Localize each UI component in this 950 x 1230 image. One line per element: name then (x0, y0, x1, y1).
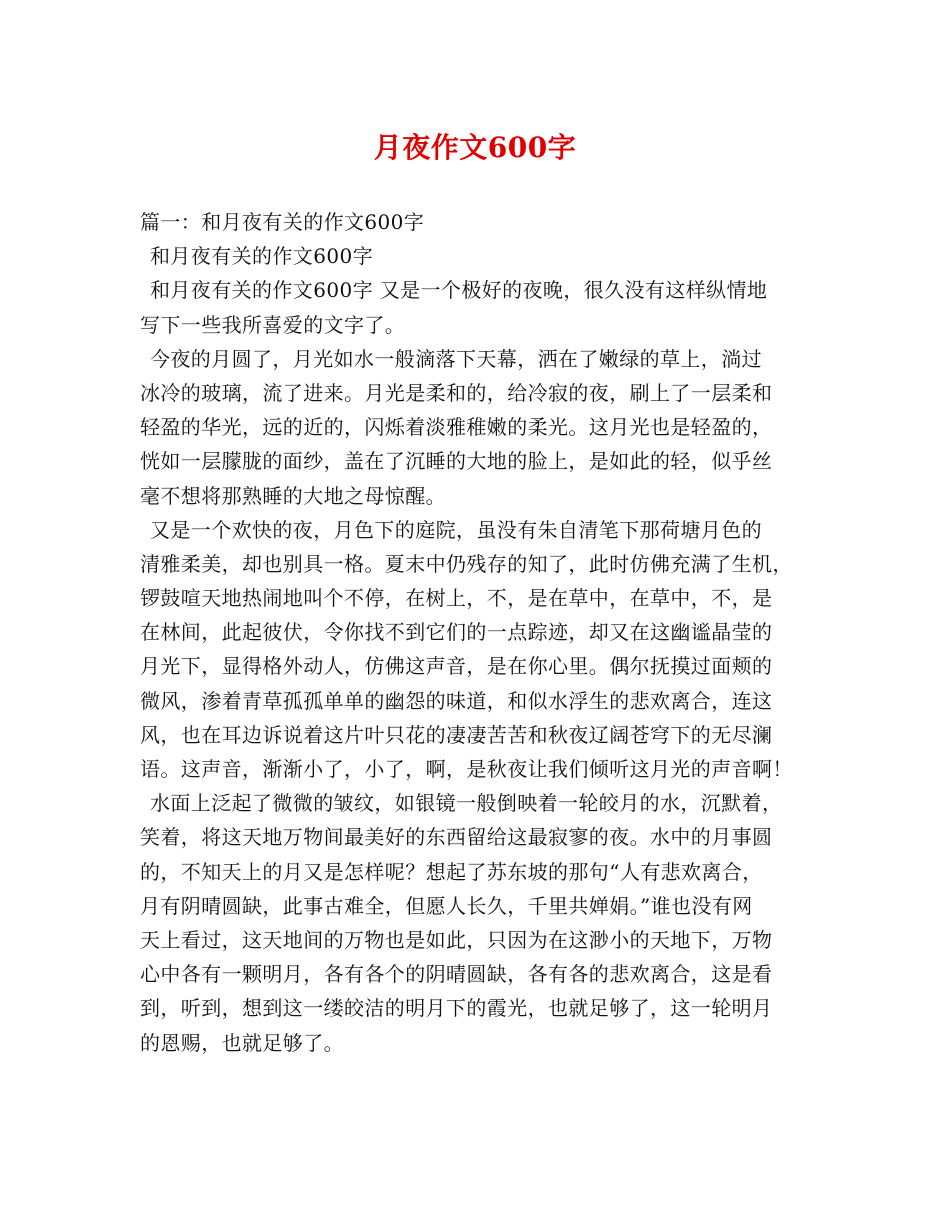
text-line: 清雅柔美，却也别具一格。夏末中仍残存的知了，此时仿佛充满了生机， (140, 551, 793, 576)
text-line: 毫不想将那熟睡的大地之母惊醒。 (140, 483, 446, 508)
text-line: 心中各有一颗明月，各有各个的阴晴圆缺，各有各的悲欢离合，这是看 (140, 962, 773, 987)
text-line: 的，不知天上的月又是怎样呢？想起了苏东坡的那句“人有悲欢离合， (140, 859, 763, 884)
text-line: 又是一个欢快的夜，月色下的庭院，虽没有朱自清笔下那荷塘月色的 (150, 517, 762, 542)
document-title: 月夜作文600字 (373, 131, 577, 164)
text-line: 今夜的月圆了，月光如水一般滴落下天幕，洒在了嫩绿的草上，淌过 (150, 346, 762, 371)
document-body (140, 205, 820, 1060)
text-line: 天上看过，这天地间的万物也是如此，只因为在这渺小的天地下，万物 (140, 927, 773, 952)
section-heading: 篇一：和月夜有关的作文600字 (140, 210, 425, 234)
text-line: 风，也在耳边诉说着这片叶只花的凄凄苦苦和秋夜辽阔苍穹下的无尽澜 (140, 722, 773, 747)
text-line: 写下一些我所喜爱的文字了。 (140, 312, 406, 337)
text-line: 月光下，显得格外动人，仿佛这声音，是在你心里。偶尔抚摸过面颊的 (140, 654, 773, 679)
article-title: 和月夜有关的作文600字 (150, 244, 373, 269)
text-line: 到，听到，想到这一缕皎洁的明月下的霞光，也就足够了，这一轮明月 (140, 996, 773, 1021)
text-line: 恍如一层朦胧的面纱，盖在了沉睡的大地的脸上，是如此的轻，似乎丝 (140, 449, 773, 474)
text-line: 笑着，将这天地万物间最美好的东西留给这最寂寥的夜。水中的月事圆 (140, 825, 773, 850)
text-line: 在林间，此起彼伏，令你找不到它们的一点踪迹，却又在这幽谧晶莹的 (140, 620, 773, 645)
text-line: 微风，渗着青草孤孤单单的幽怨的味道，和似水浮生的悲欢离合，连这 (140, 688, 773, 713)
text-line: 轻盈的华光，远的近的，闪烁着淡雅稚嫩的柔光。这月光也是轻盈的， (140, 415, 773, 440)
text-line: 水面上泛起了微微的皱纹，如银镜一般倒映着一轮皎月的水，沉默着， (150, 791, 783, 816)
text-line: 的恩赐，也就足够了。 (140, 1030, 344, 1055)
text-line: 冰冷的玻璃，流了进来。月光是柔和的，给冷寂的夜，刷上了一层柔和 (140, 380, 773, 405)
text-line: 月有阴晴圆缺，此事古难全，但愿人长久，千里共婵娟。”谁也没有网 (140, 893, 753, 918)
text-line: 和月夜有关的作文600字 又是一个极好的夜晚，很久没有这样纵情地 (150, 278, 768, 303)
text-line: 语。这声音，渐渐小了，小了，啊，是秋夜让我们倾听这月光的声音啊！ (140, 757, 793, 781)
text-line: 锣鼓喧天地热闹地叫个不停，在树上，不，是在草中，在草中，不，是 (140, 586, 773, 611)
